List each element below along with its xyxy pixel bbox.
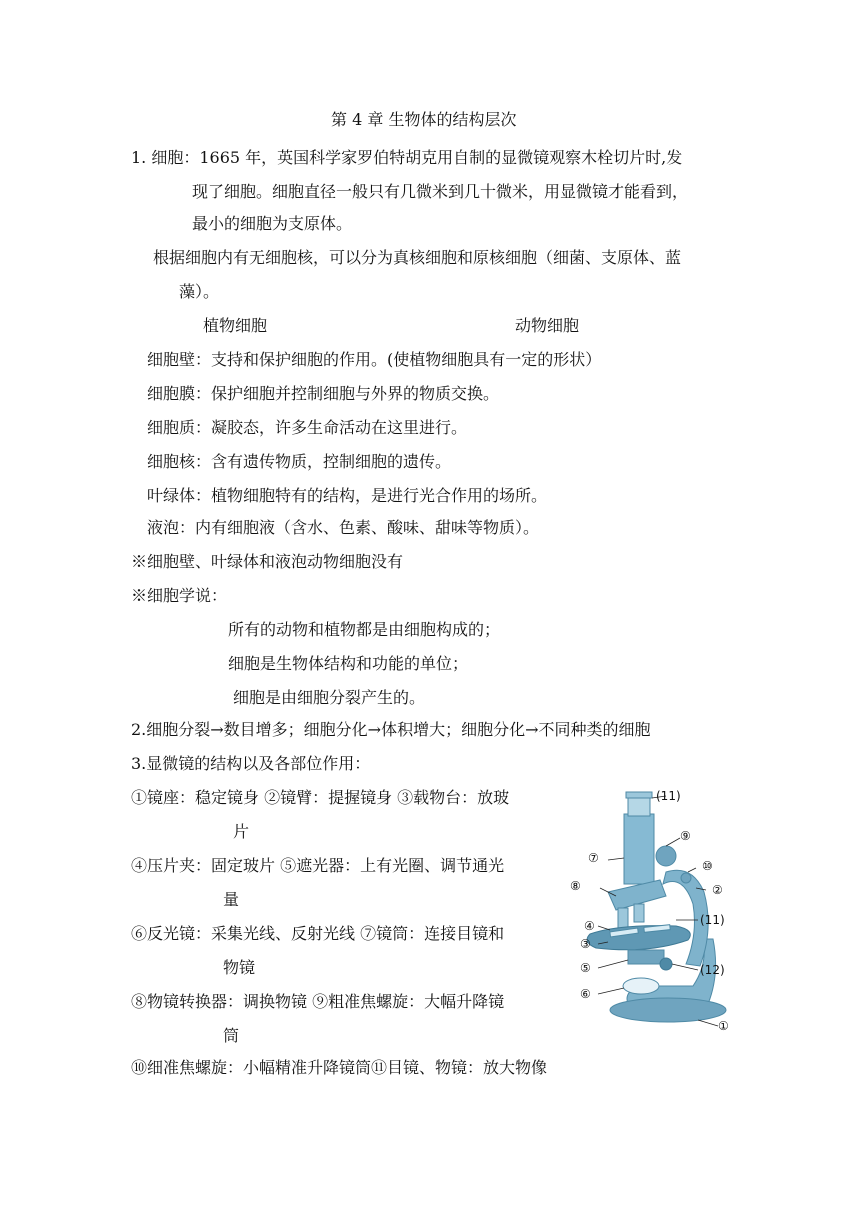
- microscope-part-line: ⑧物镜转换器：调换物镜 ⑨粗准焦螺旋：大幅升降镜: [131, 992, 505, 1011]
- cell-theory-item: 细胞是由细胞分裂产生的。: [233, 688, 426, 707]
- cell-classification-line1: 根据细胞内有无细胞核，可以分为真核细胞和原核细胞（细菌、支原体、蓝: [153, 248, 682, 267]
- cell-division-line: 2.细胞分裂→数目增多；细胞分化→体积增大；细胞分化→不同种类的细胞: [131, 720, 651, 739]
- note-animal-cell: ※细胞壁、叶绿体和液泡动物细胞没有: [131, 552, 404, 571]
- microscope-part-line: ①镜座：稳定镜身 ②镜臂：提握镜身 ③载物台：放玻: [131, 788, 510, 807]
- label-1: ①: [718, 1019, 729, 1033]
- cell-theory-item: 所有的动物和植物都是由细胞构成的；: [228, 620, 501, 639]
- label-8: ⑧: [570, 879, 581, 893]
- label-6: ⑥: [580, 987, 591, 1001]
- label-10: ⑩: [702, 859, 713, 873]
- label-11-eyepiece: (11): [656, 789, 681, 803]
- cell-part-membrane: 细胞膜：保护细胞并控制细胞与外界的物质交换。: [147, 384, 500, 403]
- microscope-tube: [624, 814, 654, 884]
- cell-part-nucleus: 细胞核：含有遗传物质，控制细胞的遗传。: [147, 452, 452, 471]
- label-2: ②: [712, 883, 723, 897]
- label-3: ③: [580, 937, 591, 951]
- microscope-stage: [587, 926, 690, 950]
- microscope-part-line: ⑥反光镜：采集光线、反射光线 ⑦镜筒：连接目镜和: [131, 924, 505, 943]
- fine-focus-knob: [660, 958, 672, 970]
- microscope-part-line: ④压片夹：固定玻片 ⑤遮光器：上有光圈、调节通光: [131, 856, 505, 875]
- microscope-heading: 3.显微镜的结构以及各部位作用：: [131, 754, 371, 773]
- microscope-part-line: 量: [223, 890, 240, 909]
- cell-theory-item: 细胞是生物体结构和功能的单位；: [228, 654, 469, 673]
- label-4: ④: [584, 919, 595, 933]
- cell-classification-line2: 藻）。: [179, 282, 220, 301]
- microscope-part-line: ⑩细准焦螺旋：小幅精准升降镜筒⑪目镜、物镜：放大物像: [131, 1058, 548, 1077]
- microscope-diagram: [568, 764, 732, 1038]
- cell-part-wall: 细胞壁：支持和保护细胞的作用。(使植物细胞具有一定的形状）: [147, 350, 602, 369]
- microscope-eyepiece: [628, 796, 650, 816]
- note-cell-theory: ※细胞学说：: [131, 586, 228, 605]
- label-11-objective: (11): [700, 913, 725, 927]
- cell-part-vacuole: 液泡：内有细胞液（含水、色素、酸味、甜味等物质）。: [147, 518, 540, 537]
- cell-part-cytoplasm: 细胞质：凝胶态，许多生命活动在这里进行。: [147, 418, 468, 437]
- cell-part-chloroplast: 叶绿体：植物细胞特有的结构，是进行光合作用的场所。: [147, 486, 548, 505]
- label-9: ⑨: [680, 829, 691, 843]
- label-7: ⑦: [588, 851, 599, 865]
- animal-cell-heading: 动物细胞: [515, 316, 580, 335]
- cell-paragraph-line3: 最小的细胞为支原体。: [192, 214, 353, 233]
- cell-paragraph-line2: 现了细胞。细胞直径一般只有几微米到几十微米，用显微镜才能看到，: [192, 182, 689, 201]
- coarse-focus-knob: [656, 846, 676, 866]
- plant-cell-heading: 植物细胞: [203, 316, 268, 335]
- diaphragm: [628, 950, 664, 964]
- microscope-part-line: 物镜: [223, 958, 256, 977]
- page-title: 第 4 章 生物体的结构层次: [331, 110, 517, 129]
- cell-paragraph-line1: 1. 细胞：1665 年，英国科学家罗伯特胡克用自制的显微镜观察木栓切片时,发: [131, 148, 683, 167]
- mirror: [623, 978, 659, 994]
- label-5: ⑤: [580, 961, 591, 975]
- microscope-part-line: 片: [233, 822, 250, 841]
- microscope-part-line: 筒: [223, 1026, 240, 1045]
- label-12: (12): [700, 963, 725, 977]
